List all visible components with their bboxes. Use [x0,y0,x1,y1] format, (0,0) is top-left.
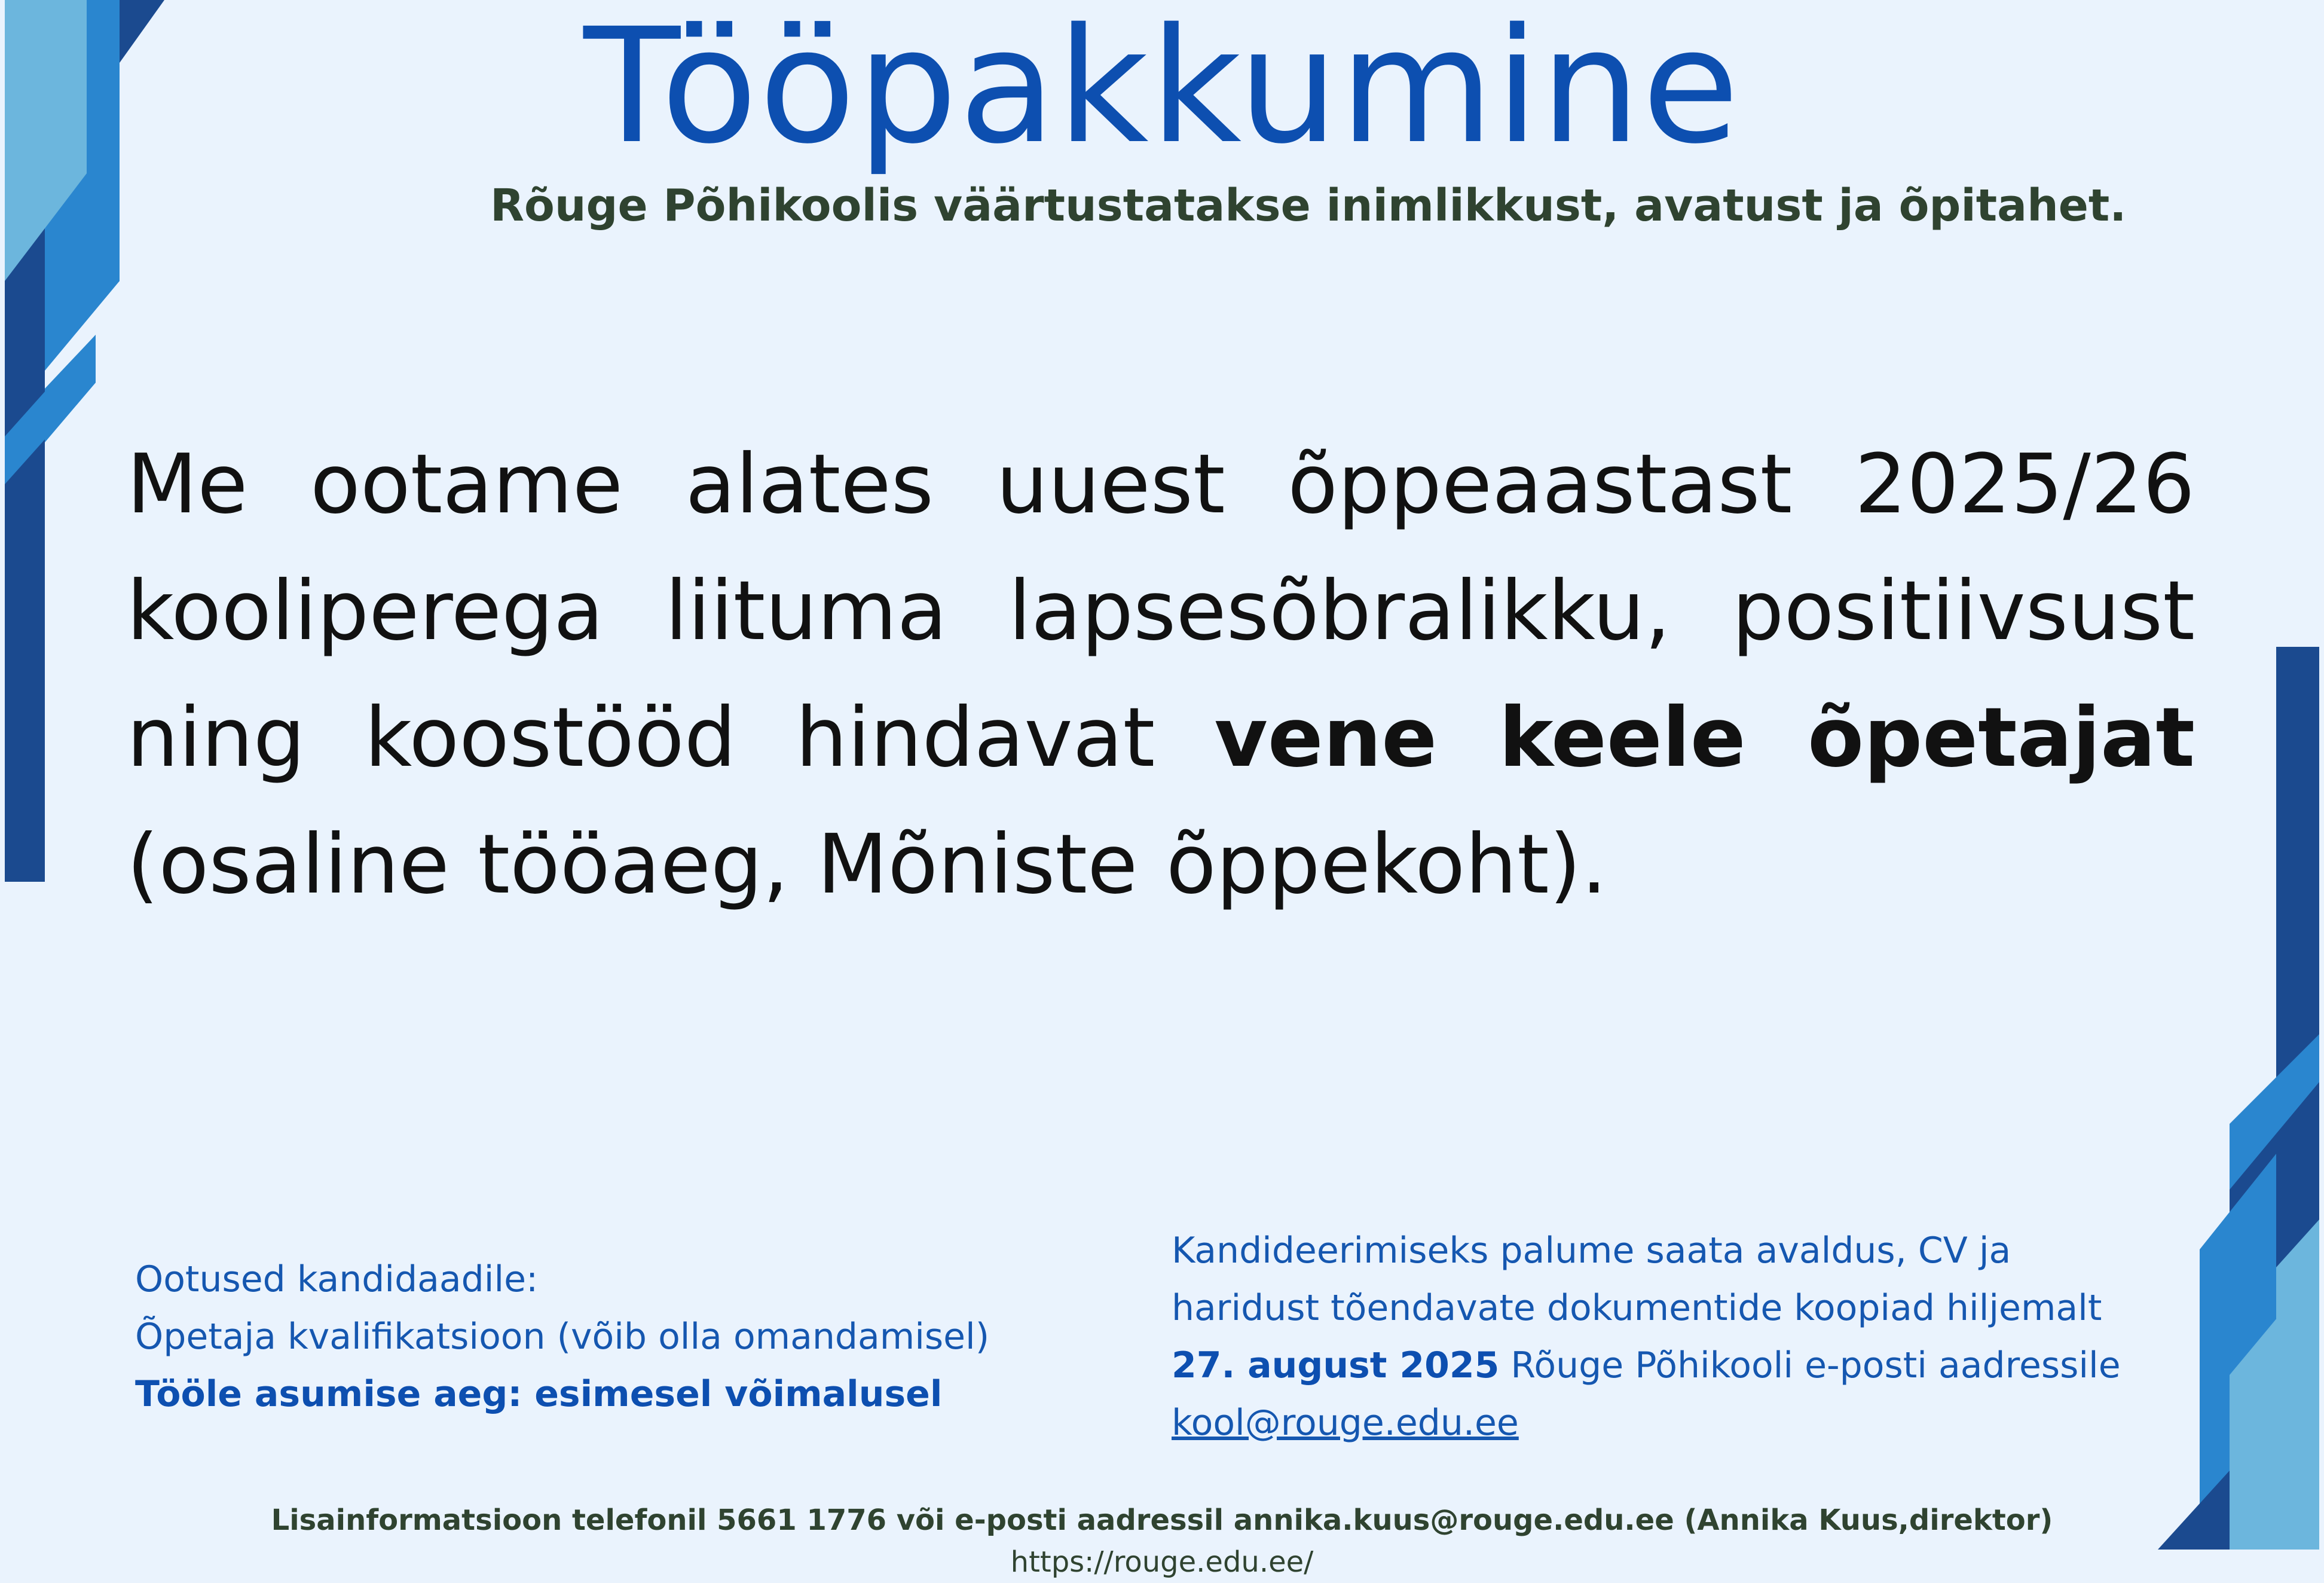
job-description-intro: Me ootame alates uuest õppeaastast 2025/26 kooliperega liituma lapsesõbralikku, positiivsust ning koostööd hindavat [127,437,2195,786]
page-title: Tööpakkumine [583,0,1741,179]
application-instructions [1172,1222,2188,1451]
job-description [127,421,2195,928]
candidate-expectations [135,1251,1151,1423]
application-line-3 [1172,1337,2188,1394]
footer-info: Lisainformatsioon telefonil 5661 1776 või e-posti aadressil annika.kuus@rouge.edu.ee (Annika Kuus,direktor) [271,1503,2053,1537]
expectations-start-date: Tööle asumise aeg: esimesel võimalusel [135,1373,943,1415]
job-position: vene keele õpetajat [1214,690,2195,786]
footer-website-link[interactable]: https://rouge.edu.ee/ [1010,1545,1314,1579]
expectations-heading: Ootused kandidaadile: [135,1258,539,1300]
subtitle: Rõuge Põhikoolis väärtustatakse inimlikkust, avatust ja õpitahet. [490,180,2127,231]
application-email-link[interactable]: kool@rouge.edu.ee [1172,1402,1519,1444]
job-description-details: (osaline tööaeg, Mõniste õppekoht). [127,817,1607,912]
application-line-1: Kandideerimiseks palume saata avaldus, CV ja [1172,1230,2011,1272]
application-line-3-rest: Rõuge Põhikooli e-posti aadressile [1499,1344,2121,1386]
application-line-2: haridust tõendavate dokumentide koopiad hiljemalt [1172,1287,2102,1329]
application-deadline: 27. august 2025 [1172,1344,1500,1386]
footer-contact [0,1499,2324,1583]
expectations-qualification: Õpetaja kvalifikatsioon (võib olla omandamisel) [135,1316,990,1358]
